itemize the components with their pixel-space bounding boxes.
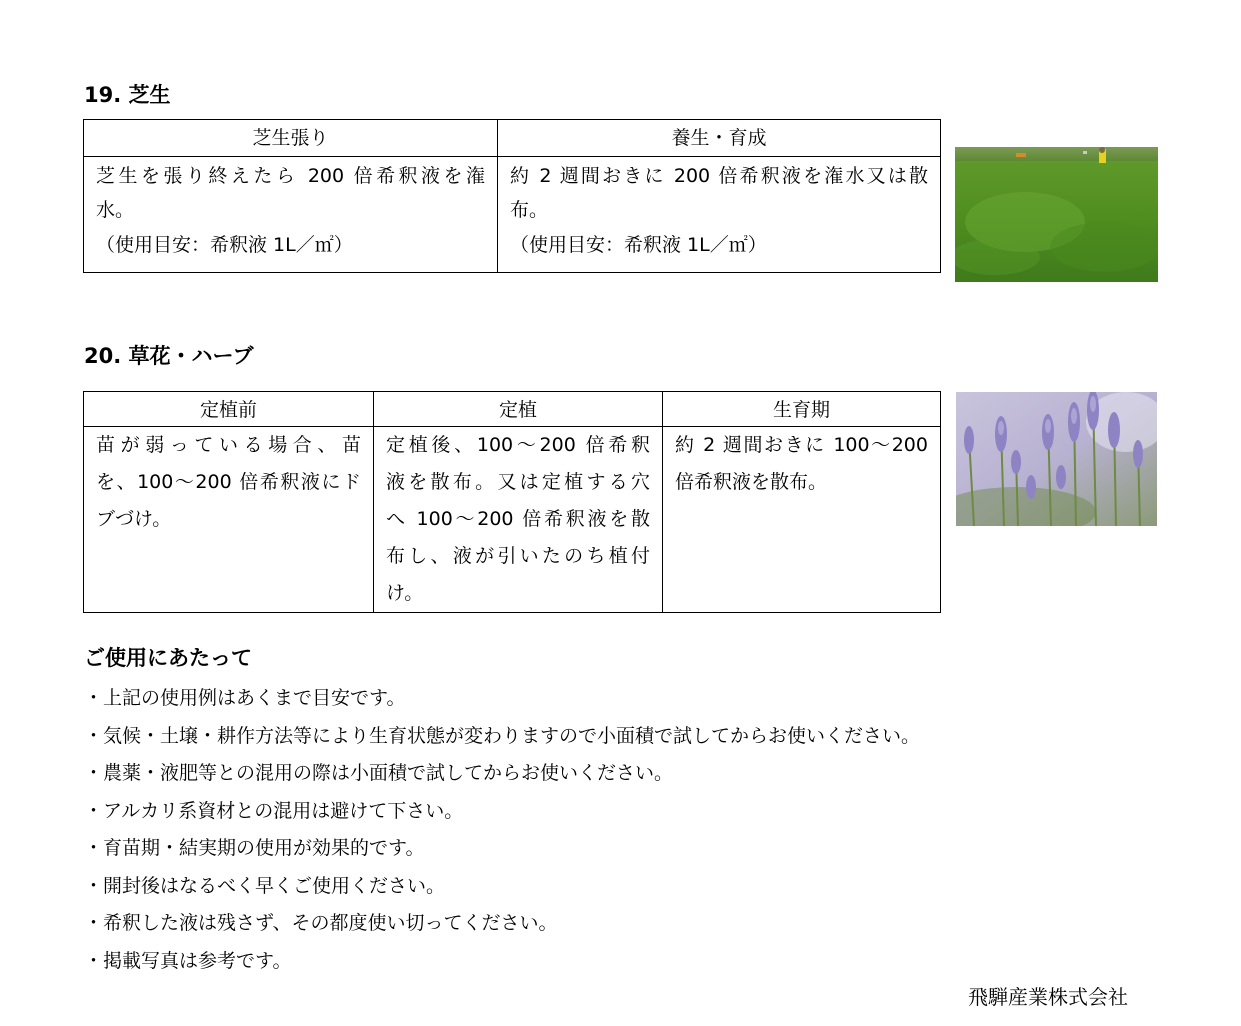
cell-line: 布し、液が引いたのち植付 [386, 545, 650, 567]
lawn-table [83, 119, 941, 273]
cell-line: 苗が弱っている場合、苗 [96, 434, 361, 456]
section-20-title: 20. 草花・ハーブ [84, 344, 254, 368]
table-row [84, 157, 941, 273]
company-name: 飛騨産業株式会社 [968, 985, 1128, 1009]
list-item: ・上記の使用例はあくまで目安です。 [84, 687, 406, 709]
header-before-planting: 定植前 [84, 392, 374, 427]
list-item: ・開封後はなるべく早くご使用ください。 [84, 874, 446, 897]
list-item: ・育苗期・結実期の使用が効果的です。 [84, 837, 425, 859]
header-growth-period: 生育期 [663, 392, 941, 427]
lavender-photo-image [956, 392, 1157, 526]
cell-growth-period [663, 427, 941, 613]
table-row [84, 427, 941, 613]
section-19-title: 19. 芝生 [84, 83, 171, 107]
cell-line: 倍希釈液を散布。 [675, 471, 828, 493]
list-item: ・気候・土壌・耕作方法等により生育状態が変わりますので小面積で試してからお使いください。 [84, 724, 921, 747]
list-item: ・希釈した液は残さず、その都度使い切ってください。 [84, 912, 558, 934]
list-item: ・掲載写真は参考です。 [84, 949, 292, 972]
table-header-row [84, 392, 941, 427]
cell-planting [374, 427, 663, 613]
lavender-photo [956, 392, 1157, 526]
header-lawn-laying: 芝生張り [84, 120, 498, 157]
lawn-photo-image [955, 147, 1158, 282]
list-item: ・アルカリ系資材との混用は避けて下さい。 [84, 799, 464, 822]
cell-line: 水。 [96, 199, 135, 221]
cell-line: 約 2 週間おきに 100～200 [675, 434, 928, 456]
table-header-row [84, 120, 941, 157]
lawn-photo [955, 147, 1158, 282]
cell-line: 約 2 週間おきに 200 倍希釈液を潅水又は散 [510, 165, 928, 187]
cell-line: ブづけ。 [96, 508, 172, 530]
cell-line: 芝生を張り終えたら 200 倍希釈液を潅 [96, 165, 485, 187]
header-planting: 定植 [374, 392, 663, 427]
usage-notes-list [84, 680, 920, 980]
cell-line: け。 [386, 582, 424, 604]
header-care-growth: 養生・育成 [498, 120, 941, 157]
cell-lawn-laying [84, 157, 498, 273]
flower-herb-table [83, 391, 941, 613]
cell-line: 布。 [510, 199, 549, 221]
cell-line: へ 100～200 倍希釈液を散 [386, 508, 650, 530]
cell-line: 定植後、100～200 倍希釈 [386, 434, 650, 456]
cell-line: を、100～200 倍希釈液にド [96, 471, 361, 493]
usage-notes-title: ご使用にあたって [84, 646, 252, 670]
cell-line: 液を散布。又は定植する穴 [386, 471, 650, 493]
cell-line: （使用目安：希釈液 1L／㎡） [510, 234, 767, 256]
cell-care-growth [498, 157, 941, 273]
cell-line: （使用目安：希釈液 1L／㎡） [96, 234, 353, 256]
list-item: ・農薬・液肥等との混用の際は小面積で試してからお使いください。 [84, 762, 674, 784]
cell-before-planting [84, 427, 374, 613]
